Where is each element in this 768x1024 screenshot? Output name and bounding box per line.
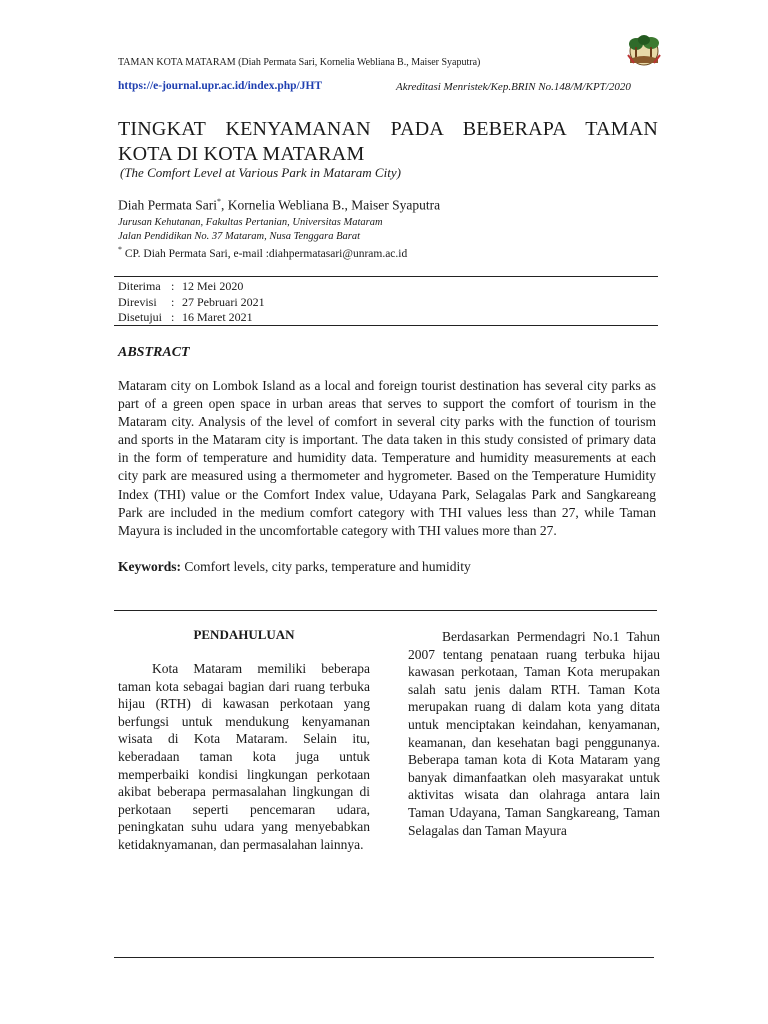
date-value: 27 Pebruari 2021 (182, 294, 265, 309)
abstract-text: Mataram city on Lombok Island as a local and foreign tourist destination has several city parks as part of a green open space in urban areas that serves to support the comfort of tourism in the Mataram city. Analysis of the level of comfort in several city parks with the function of tourism and sports in the Mataram city is important. The data taken in this study consisted of primary data in the form of temperature and humidity data. Temperature and humidity measurements at each city park are measured using a thermometer and hygrometer. Based on the Temperature Humidity Index (THI) value or the Comfort Index value, Udayana Park, Selagalas Park and Sangkareang Park are included in the medium comfort category with THI values less than 27, while Taman Mayura is included in the uncomfortable category with THI values more than 27. (118, 378, 656, 538)
date-label: Direvisi (118, 294, 157, 309)
paper-title: TINGKAT KENYAMANAN PADA BEBERAPA TAMAN KOTA DI KOTA MATARAM (118, 118, 658, 165)
abstract-heading: ABSTRACT (118, 345, 190, 360)
date-value: 12 Mei 2020 (182, 279, 244, 293)
date-sep: : (171, 294, 175, 309)
journal-url-link[interactable]: https://e-journal.upr.ac.id/index.php/JHT (118, 80, 323, 92)
divider-top (114, 276, 658, 277)
date-sep: : (171, 310, 175, 324)
author-list (118, 197, 440, 214)
intro-paragraph-left: Kota Mataram memiliki beberapa taman kota sebagai bagian dari ruang terbuka hijau (RTH) di kawasan perkotaan yang berfungsi untuk mendukung kenyamanan wisata di Kota Mataram. Selain itu, keberadaan taman kota juga untuk memperbaiki kondisi lingkungan perkotaan akibat beberapa permasalahan lingkungan di perkotaan seperti pencemaran udara, peningkatan suhu udara yang menyebabkan ketidaknyamanan, dan permasalahan lainnya. (118, 661, 370, 852)
dates-table (118, 279, 265, 326)
cp-text: CP. Diah Permata Sari, e-mail :diahpermatasari@unram.ac.id (122, 247, 408, 260)
author-rest: , Kornelia Webliana B., Maiser Syaputra (220, 197, 441, 213)
paper-subtitle: (The Comfort Level at Various Park in Mataram City) (120, 165, 401, 180)
keywords-line (118, 559, 471, 575)
running-head: TAMAN KOTA MATARAM (Diah Permata Sari, Kornelia Webliana B., Maiser Syaputra) (118, 57, 481, 68)
date-row-revised (118, 295, 265, 311)
intro-paragraph-right: Berdasarkan Permendagri No.1 Tahun 2007 tentang penataan ruang terbuka hijau kawasan perkotaan, Taman Kota merupakan salah satu jenis dalam RTH. Taman Kota merupakan ruang di dalam kota yang ditata untuk menciptakan keindahan, kenyamanan, keamanan, dan kesehatan bagi penggunanya. Beberapa taman kota di Kota Mataram yang banyak dimanfaatkan oleh masyarakat untuk aktivitas wisata dan olahraga antara lain Taman Udayana, Taman Sangkareang, Taman Selagalas dan Taman Mayura (408, 629, 660, 838)
body-column-left (118, 660, 370, 854)
date-row-received (118, 279, 265, 295)
date-sep: : (171, 279, 175, 293)
divider-footer (114, 957, 654, 958)
journal-logo-icon (624, 33, 664, 67)
affiliation-line-1: Jurusan Kehutanan, Fakultas Pertanian, Universitas Mataram (118, 217, 383, 228)
accreditation-note: Akreditasi Menristek/Kep.BRIN No.148/M/KPT/2020 (396, 81, 631, 93)
date-row-accepted (118, 310, 265, 326)
date-label: Diterima (118, 279, 161, 293)
keywords-label: Keywords: (118, 559, 181, 574)
author-mark: * (216, 197, 221, 206)
corresponding-author (118, 245, 407, 260)
body-column-right (408, 628, 660, 839)
affiliation-line-2: Jalan Pendidikan No. 37 Mataram, Nusa Tenggara Barat (118, 231, 360, 242)
date-value: 16 Maret 2021 (182, 310, 253, 324)
author-main: Diah Permata Sari (118, 197, 217, 213)
keywords-text: Comfort levels, city parks, temperature and humidity (181, 559, 471, 574)
cp-mark: * (118, 245, 122, 254)
divider-dates (114, 325, 658, 326)
date-label: Disetujui (118, 310, 162, 324)
section-heading: PENDAHULUAN (193, 627, 295, 642)
divider-abstract (114, 610, 657, 611)
